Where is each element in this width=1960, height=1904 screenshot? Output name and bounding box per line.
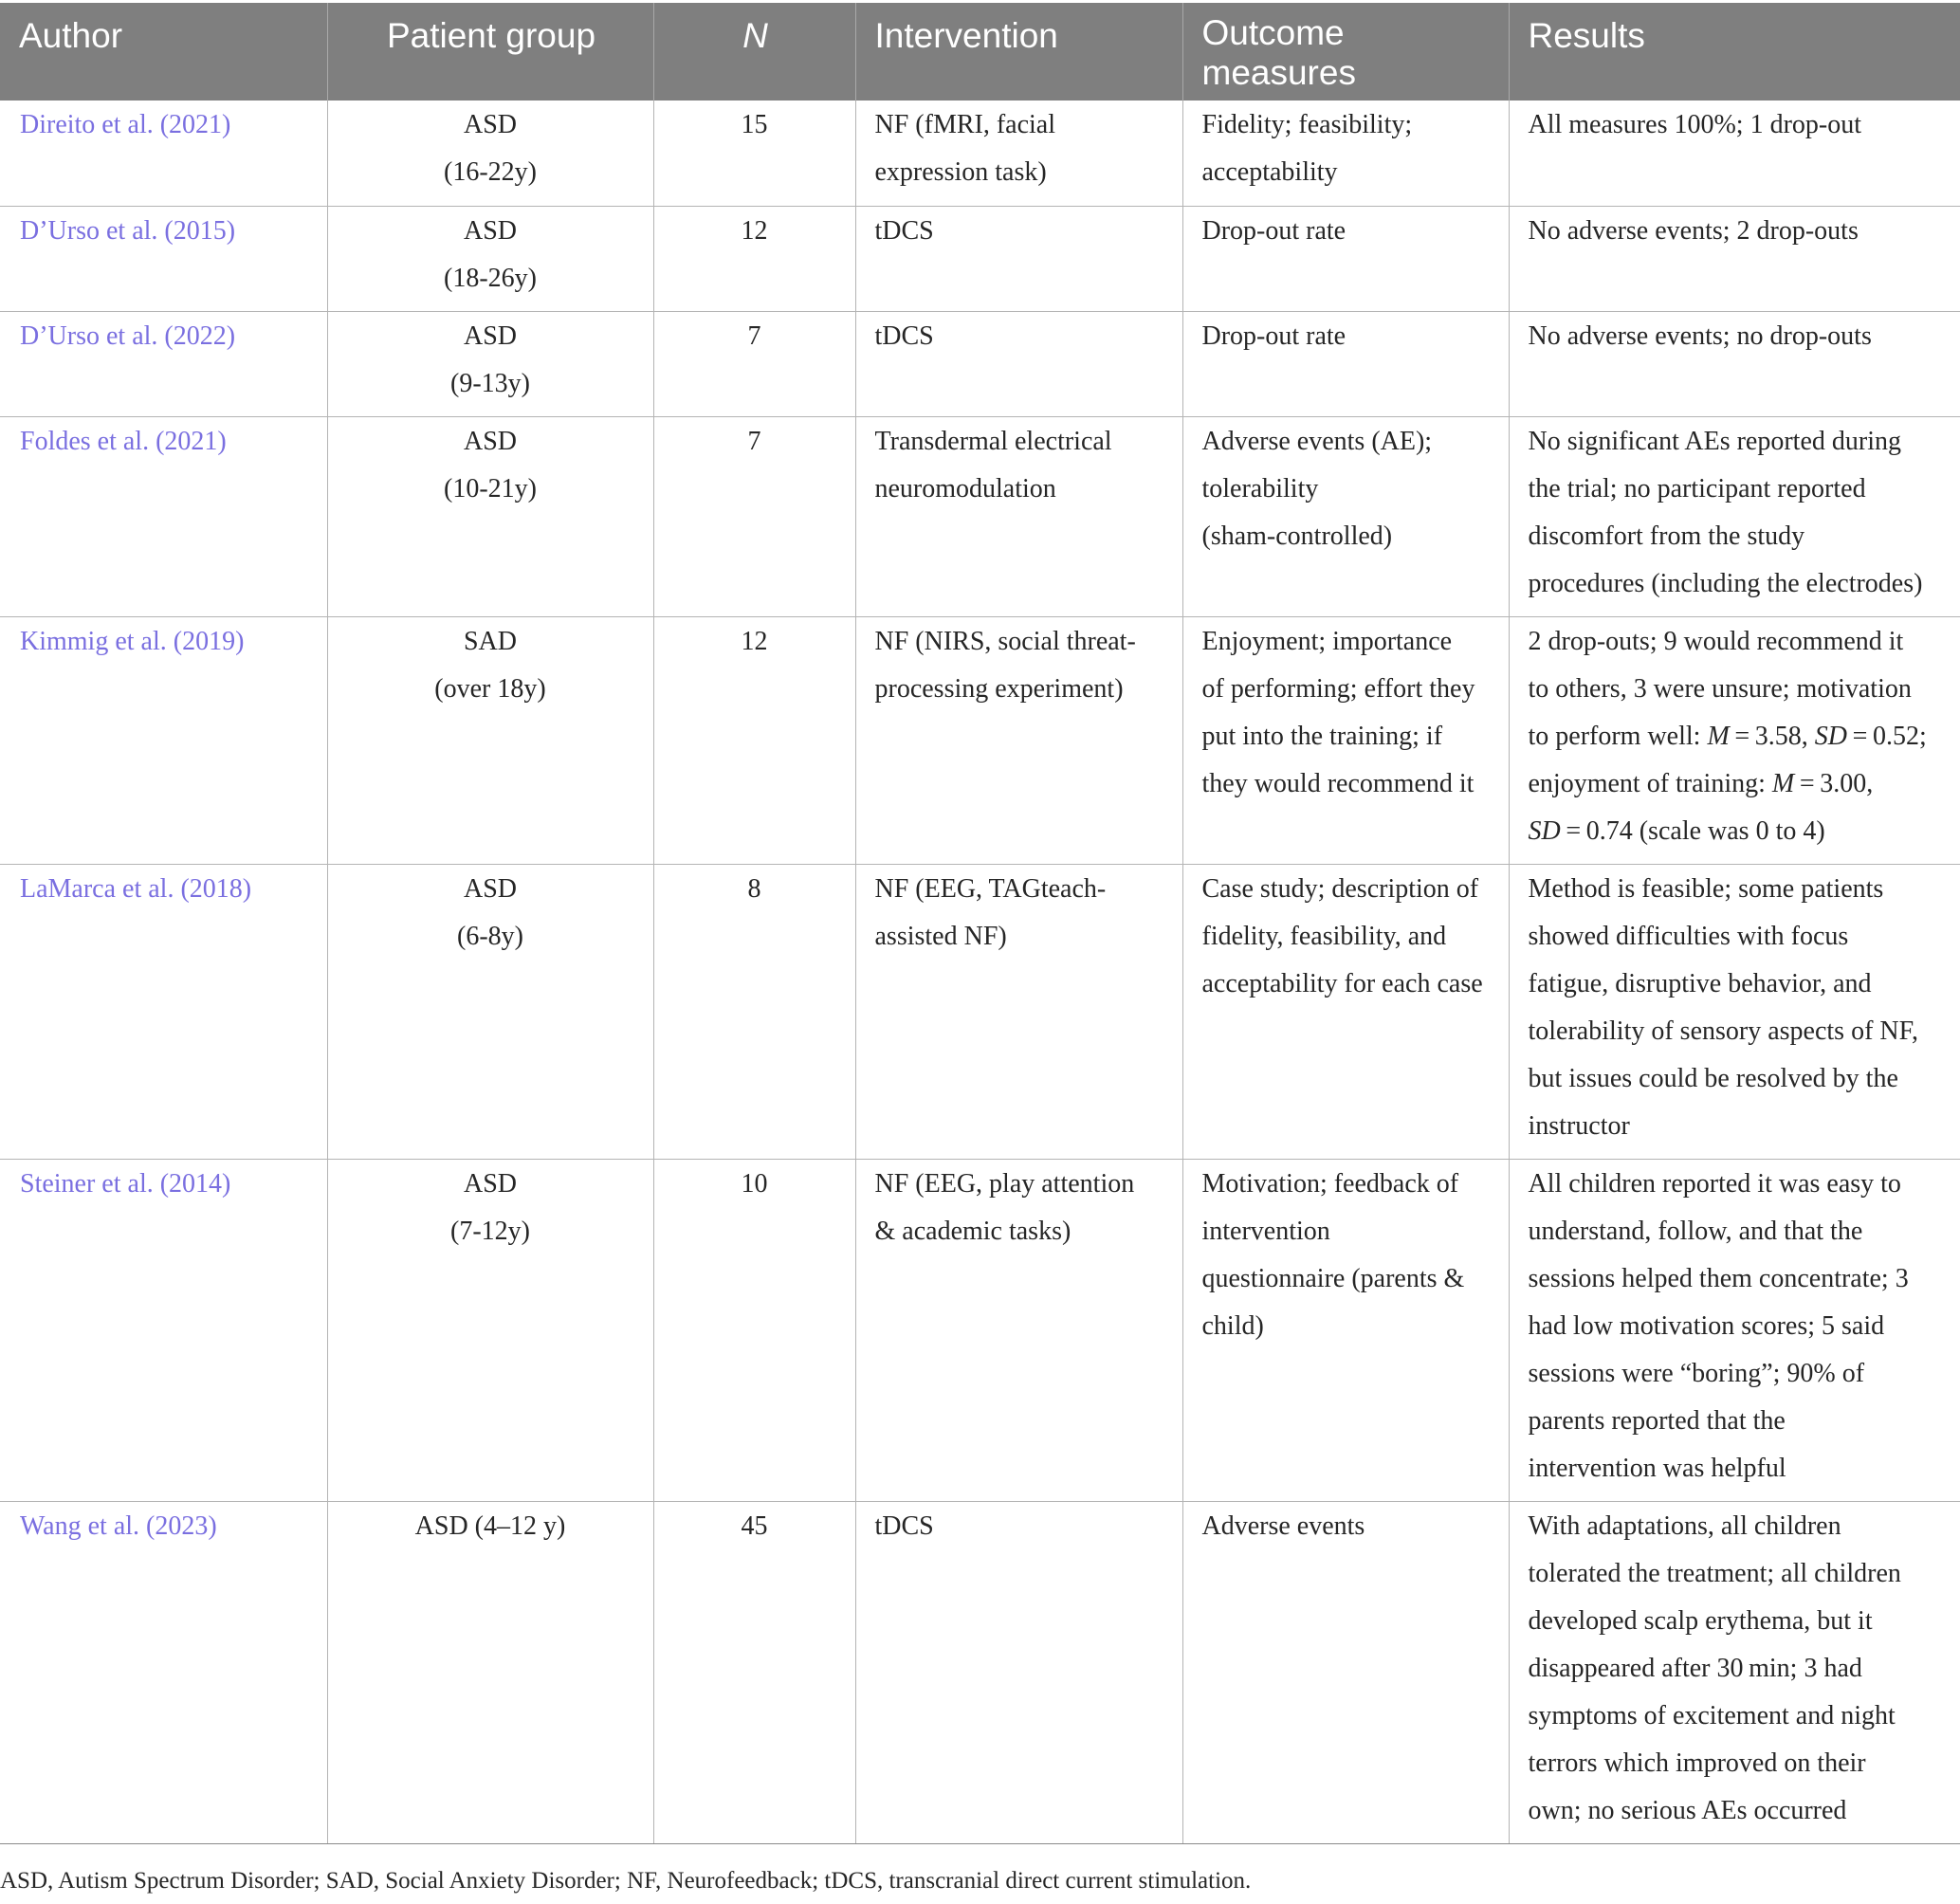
cell-outcome-measures [1182, 101, 1509, 206]
cell-outcome-measures-line: fidelity, feasibility, and [1201, 921, 1447, 951]
cell-outcome-measures-line: acceptability for each case [1201, 968, 1483, 998]
header-outcome-measures [1182, 3, 1509, 101]
cell-patient-group-line: (9-13y) [450, 368, 530, 398]
cell-results [1509, 311, 1960, 416]
table-row [0, 616, 1960, 864]
cell-results-line: enjoyment of training: M = 3.00, [1528, 768, 1874, 798]
cell-results-line: showed difficulties with focus [1528, 921, 1849, 951]
cell-results-line: tolerated the treatment; all children [1528, 1558, 1901, 1588]
cell-results [1509, 1501, 1960, 1843]
cell-results [1509, 101, 1960, 206]
cell-outcome-measures-line: they would recommend it [1201, 768, 1475, 798]
cell-results-line: All children reported it was easy to [1528, 1168, 1901, 1199]
cell-author: D’Urso et al. (2022) [0, 311, 327, 416]
cell-outcome-measures-line: of performing; effort they [1201, 673, 1475, 704]
cell-outcome-measures-line: Fidelity; feasibility; [1201, 110, 1413, 139]
cell-intervention-line: tDCS [874, 215, 934, 246]
cell-outcome-measures [1182, 616, 1509, 864]
cell-patient-group-line: (10-21y) [444, 473, 537, 503]
cell-results-line: developed scalp erythema, but it [1528, 1605, 1873, 1636]
cell-patient-group-line: ASD [463, 320, 517, 351]
cell-intervention [855, 1501, 1182, 1843]
cell-patient-group-line: (6-8y) [457, 921, 523, 951]
cell-results-line: 2 drop-outs; 9 would recommend it [1528, 626, 1904, 656]
cell-outcome-measures-line: child) [1201, 1310, 1264, 1341]
cell-results-line: parents reported that the [1528, 1405, 1786, 1436]
cell-n: 12 [653, 206, 855, 311]
cell-intervention [855, 101, 1182, 206]
cell-results-line: No adverse events; 2 drop-outs [1528, 215, 1859, 246]
cell-intervention-line: processing experiment) [874, 673, 1124, 704]
table-row [0, 1501, 1960, 1843]
cell-outcome-measures-line: put into the training; if [1201, 721, 1443, 751]
table-row [0, 1159, 1960, 1501]
cell-patient-group-line: (16-22y) [444, 157, 537, 187]
cell-patient-group [327, 1159, 653, 1501]
cell-patient-group-line: (7-12y) [450, 1216, 530, 1246]
cell-results-line: All measures 100%; 1 drop-out [1528, 110, 1861, 139]
cell-results [1509, 416, 1960, 616]
cell-intervention-line: tDCS [874, 1510, 934, 1541]
cell-intervention-line: Transdermal electrical [874, 426, 1112, 456]
header-author: Author [0, 3, 327, 101]
cell-results-line: understand, follow, and that the [1528, 1216, 1863, 1246]
cell-outcome-measures-line: Drop-out rate [1201, 215, 1346, 246]
cell-patient-group-line: ASD [463, 873, 517, 904]
cell-outcome-measures-line: intervention [1201, 1216, 1330, 1246]
cell-intervention [855, 1159, 1182, 1501]
cell-intervention-line: NF (NIRS, social threat- [874, 626, 1136, 656]
cell-intervention [855, 864, 1182, 1159]
cell-outcome-measures-line: Adverse events [1201, 1510, 1365, 1541]
cell-patient-group-line: ASD [463, 110, 517, 139]
cell-results-line: tolerability of sensory aspects of NF, [1528, 1016, 1918, 1046]
table-row [0, 311, 1960, 416]
cell-n: 45 [653, 1501, 855, 1843]
cell-intervention-line: expression task) [874, 157, 1047, 187]
header-intervention: Intervention [855, 3, 1182, 101]
cell-author: Foldes et al. (2021) [0, 416, 327, 616]
cell-results-line: instructor [1528, 1110, 1630, 1141]
cell-results-line: Method is feasible; some patients [1528, 873, 1884, 904]
cell-outcome-measures [1182, 311, 1509, 416]
cell-outcome-measures-line: Drop-out rate [1201, 320, 1346, 351]
cell-author: Direito et al. (2021) [0, 101, 327, 206]
cell-author: Wang et al. (2023) [0, 1501, 327, 1843]
cell-patient-group [327, 101, 653, 206]
header-outcome-line: Outcome measures [1201, 13, 1356, 92]
cell-outcome-measures-line: Adverse events (AE); [1201, 426, 1433, 456]
results-table [0, 3, 1960, 1844]
cell-outcome-measures [1182, 416, 1509, 616]
cell-results-line: sessions helped them concentrate; 3 [1528, 1263, 1909, 1293]
cell-results [1509, 206, 1960, 311]
cell-results [1509, 864, 1960, 1159]
cell-n: 10 [653, 1159, 855, 1501]
cell-results-line: sessions were “boring”; 90% of [1528, 1358, 1865, 1388]
cell-intervention-line: tDCS [874, 320, 934, 351]
cell-n: 12 [653, 616, 855, 864]
cell-intervention [855, 206, 1182, 311]
cell-n: 7 [653, 311, 855, 416]
cell-patient-group-line: ASD (4–12 y) [414, 1510, 566, 1541]
table-header-row [0, 3, 1960, 101]
cell-outcome-measures-line: Enjoyment; importance [1201, 626, 1453, 656]
header-results: Results [1509, 3, 1960, 101]
header-n: N [653, 3, 855, 101]
cell-intervention-line: NF (fMRI, facial [874, 110, 1056, 139]
table-row [0, 416, 1960, 616]
cell-author: Steiner et al. (2014) [0, 1159, 327, 1501]
cell-results-line: fatigue, disruptive behavior, and [1528, 968, 1872, 998]
cell-patient-group [327, 206, 653, 311]
cell-intervention-line: & academic tasks) [874, 1216, 1072, 1246]
header-patient-group: Patient group [327, 3, 653, 101]
cell-results-line: the trial; no participant reported [1528, 473, 1866, 503]
cell-results-line: SD = 0.74 (scale was 0 to 4) [1528, 815, 1825, 846]
cell-outcome-measures-line: acceptability [1201, 157, 1338, 187]
cell-results-line: own; no serious AEs occurred [1528, 1795, 1847, 1825]
cell-outcome-measures-line: questionnaire (parents & [1201, 1263, 1465, 1293]
cell-outcome-measures [1182, 1501, 1509, 1843]
cell-intervention-line: NF (EEG, play attention [874, 1168, 1135, 1199]
cell-outcome-measures [1182, 864, 1509, 1159]
cell-outcome-measures-line: Motivation; feedback of [1201, 1168, 1459, 1199]
cell-patient-group [327, 1501, 653, 1843]
cell-results-line: No adverse events; no drop-outs [1528, 320, 1872, 351]
cell-outcome-measures-line: Case study; description of [1201, 873, 1479, 904]
cell-n: 8 [653, 864, 855, 1159]
cell-results-line: to others, 3 were unsure; motivation [1528, 673, 1912, 704]
cell-outcome-measures-line: (sham-controlled) [1201, 521, 1393, 551]
cell-intervention-line: assisted NF) [874, 921, 1007, 951]
cell-results-line: With adaptations, all children [1528, 1510, 1841, 1541]
cell-results-line: intervention was helpful [1528, 1453, 1786, 1483]
cell-intervention-line: NF (EEG, TAGteach- [874, 873, 1107, 904]
cell-results-line: terrors which improved on their [1528, 1748, 1866, 1778]
cell-patient-group-line: SAD [463, 626, 517, 656]
cell-n: 7 [653, 416, 855, 616]
cell-results [1509, 616, 1960, 864]
cell-results-line: but issues could be resolved by the [1528, 1063, 1898, 1093]
cell-results-line: disappeared after 30 min; 3 had [1528, 1653, 1862, 1683]
cell-patient-group-line: (over 18y) [434, 673, 546, 704]
cell-outcome-measures [1182, 1159, 1509, 1501]
cell-results-line: No significant AEs reported during [1528, 426, 1901, 456]
cell-author: LaMarca et al. (2018) [0, 864, 327, 1159]
cell-results-line: symptoms of excitement and night [1528, 1700, 1896, 1730]
cell-author: Kimmig et al. (2019) [0, 616, 327, 864]
cell-n: 15 [653, 101, 855, 206]
cell-patient-group [327, 416, 653, 616]
cell-results-line: discomfort from the study [1528, 521, 1805, 551]
table-row [0, 101, 1960, 206]
cell-intervention-line: neuromodulation [874, 473, 1056, 503]
cell-author: D’Urso et al. (2015) [0, 206, 327, 311]
table-footnote: ASD, Autism Spectrum Disorder; SAD, Social Anxiety Disorder; NF, Neurofeedback; tDCS, transcranial direct current stimulation. [0, 1868, 1252, 1894]
cell-patient-group-line: ASD [463, 215, 517, 246]
cell-patient-group-line: ASD [463, 426, 517, 456]
cell-patient-group-line: ASD [463, 1168, 517, 1199]
cell-results [1509, 1159, 1960, 1501]
cell-results-line: to perform well: M = 3.58, SD = 0.52; [1528, 721, 1927, 751]
cell-intervention [855, 416, 1182, 616]
table-row [0, 864, 1960, 1159]
cell-intervention [855, 616, 1182, 864]
table-row [0, 206, 1960, 311]
cell-patient-group [327, 864, 653, 1159]
cell-patient-group-line: (18-26y) [444, 263, 537, 293]
cell-intervention [855, 311, 1182, 416]
cell-outcome-measures-line: tolerability [1201, 473, 1319, 503]
cell-outcome-measures [1182, 206, 1509, 311]
cell-results-line: had low motivation scores; 5 said [1528, 1310, 1885, 1341]
cell-patient-group [327, 616, 653, 864]
cell-patient-group [327, 311, 653, 416]
cell-results-line: procedures (including the electrodes) [1528, 568, 1923, 598]
table-body [0, 101, 1960, 1843]
